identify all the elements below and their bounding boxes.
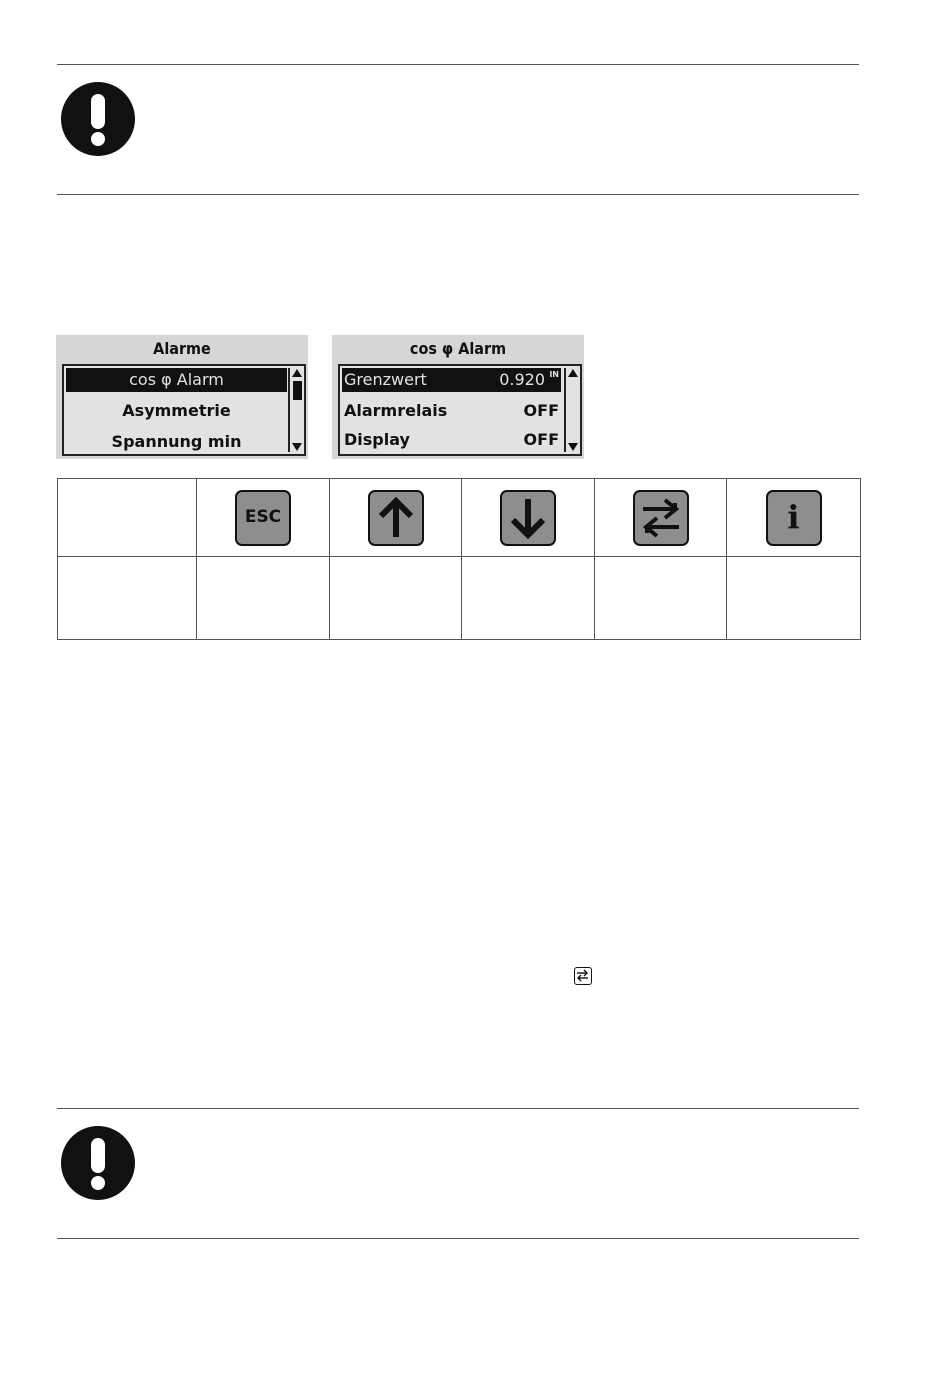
description-cell <box>330 557 462 640</box>
warning-exclamation-icon <box>61 82 135 156</box>
key-description-row <box>58 557 861 640</box>
description-cell <box>462 557 595 640</box>
description-cell <box>197 557 330 640</box>
lcd-title: cos φ Alarm <box>409 339 507 358</box>
key-icon-row <box>58 479 861 557</box>
lcd-title: Alarme <box>153 339 211 358</box>
setting-label: Grenzwert <box>344 370 427 389</box>
esc-key[interactable] <box>235 490 291 546</box>
menu-item-cos-alarm[interactable]: cos φ Alarm <box>66 368 287 392</box>
down-cell <box>462 479 595 557</box>
setting-label: Alarmrelais <box>344 401 448 420</box>
enter-cell <box>595 479 727 557</box>
inductive-badge-icon: IN <box>549 370 559 379</box>
lcd-list <box>338 364 582 456</box>
second-notice-bottom-rule <box>57 1238 859 1239</box>
description-cell <box>727 557 861 640</box>
scrollbar[interactable] <box>564 368 581 452</box>
notice-bottom-rule <box>57 194 859 195</box>
info-icon: i <box>787 497 800 536</box>
info-key[interactable] <box>766 490 822 546</box>
key-function-table <box>57 478 861 640</box>
lcd-screen-cos-alarm <box>332 335 584 459</box>
top-rule <box>57 64 859 65</box>
second-notice-top-rule <box>57 1108 859 1109</box>
switch-arrows-icon <box>635 492 687 544</box>
enter-key[interactable] <box>633 490 689 546</box>
arrow-down-icon <box>502 492 554 544</box>
switch-arrows-inline-icon <box>574 967 592 985</box>
setting-row-grenzwert[interactable] <box>342 368 561 392</box>
warning-exclamation-icon <box>61 1126 135 1200</box>
setting-label: Display <box>344 430 410 449</box>
scroll-up-icon <box>568 369 578 377</box>
scrollbar[interactable] <box>288 368 305 452</box>
setting-value: OFF <box>523 430 559 449</box>
scroll-down-icon <box>292 443 302 451</box>
header-cell <box>58 479 197 557</box>
setting-value: 0.920 <box>499 370 545 389</box>
scroll-up-icon <box>292 369 302 377</box>
setting-row-alarmrelais[interactable] <box>342 399 561 423</box>
info-cell <box>727 479 861 557</box>
setting-value: OFF <box>523 401 559 420</box>
setting-row-display[interactable] <box>342 428 561 452</box>
esc-cell <box>197 479 330 557</box>
description-cell <box>595 557 727 640</box>
menu-item-asymmetrie[interactable]: Asymmetrie <box>122 401 231 420</box>
esc-key-label: ESC <box>244 506 282 527</box>
lcd-list <box>62 364 306 456</box>
description-cell <box>58 557 197 640</box>
up-key[interactable] <box>368 490 424 546</box>
up-cell <box>330 479 462 557</box>
lcd-screen-alarms <box>56 335 308 459</box>
scroll-thumb[interactable] <box>293 381 302 400</box>
scroll-down-icon <box>568 443 578 451</box>
arrow-up-icon <box>370 492 422 544</box>
down-key[interactable] <box>500 490 556 546</box>
menu-item-spannung-min[interactable]: Spannung min <box>111 432 242 451</box>
